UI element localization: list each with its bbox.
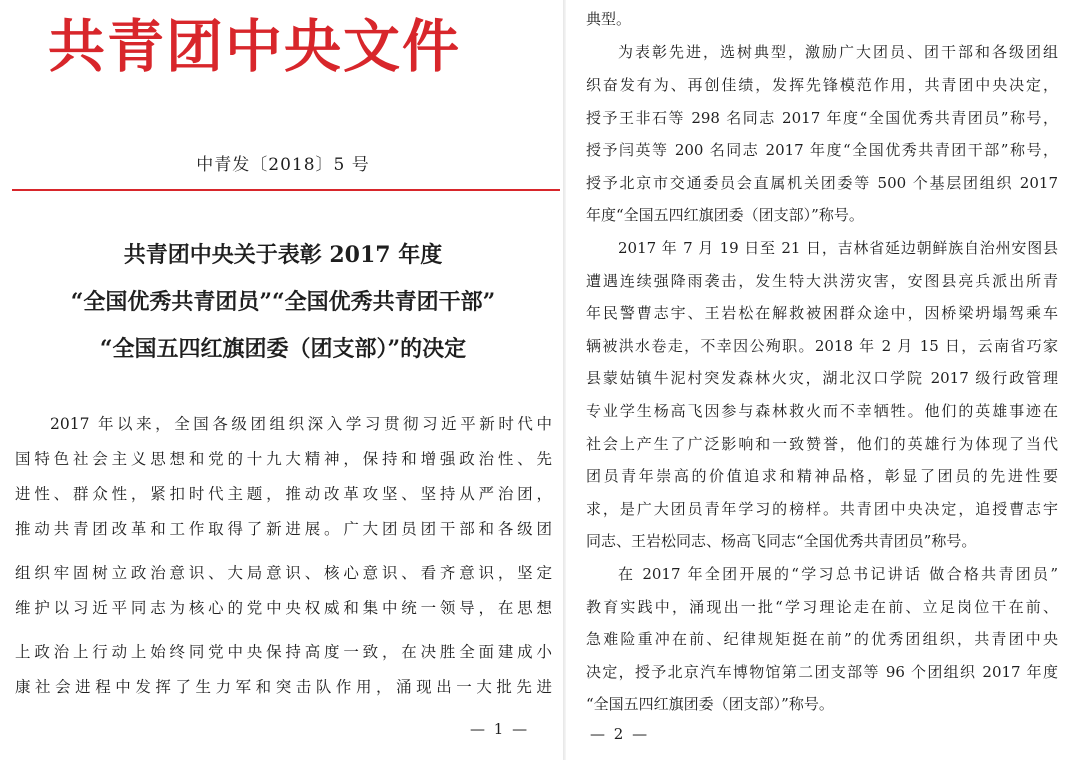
body-text-line: 维护以习近平同志为核心的党中央权威和集中统一领导，在思想 [15, 599, 552, 617]
page-number: — 1 — [470, 720, 530, 738]
body-text-line: 专业学生杨高飞因参与森林救火而不幸牺牲。他们的英雄事迹在 [586, 402, 1058, 420]
document-title-line: “全国优秀共青团员”“全国优秀共青团干部” [70, 289, 496, 315]
red-divider-line [12, 189, 560, 191]
body-text-line: 授予王非石等 298 名同志 2017 年度“全国优秀共青团员”称号， [586, 109, 1058, 127]
masthead-title: 共青团中央文件 [48, 13, 461, 80]
body-text-line: 年民警曹志宇、王岩松在解救被困群众途中，因桥梁坍塌驾乘车 [586, 304, 1058, 322]
body-text-line: 为表彰先进，选树典型，激励广大团员、团干部和各级团组 [618, 43, 1058, 61]
body-text-line: 决定，授予北京汽车博物馆第二团支部等 96 个团组织 2017 年度 [586, 663, 1058, 681]
body-text-line: 社会上产生了广泛影响和一致赞誉，他们的英雄行为体现了当代 [586, 435, 1058, 453]
body-text-line: 国特色社会主义思想和党的十九大精神，保持和增强政治性、先 [15, 450, 552, 468]
body-text-line: 教育实践中，涌现出一批“学习理论走在前、立足岗位干在前、 [586, 598, 1058, 616]
document-number: 中青发〔2018〕5 号 [196, 155, 370, 175]
body-text-line: 遭遇连续强降雨袭击，发生特大洪涝灾害，安图县亮兵派出所青 [586, 272, 1058, 290]
body-text-line: 同志、王岩松同志、杨高飞同志“全国优秀共青团员”称号。 [586, 532, 977, 550]
document-title-line: 共青团中央关于表彰 2017 年度 [123, 242, 443, 268]
body-text-line: 求，是广大团员青年学习的榜样。共青团中央决定，追授曹志宇 [586, 500, 1058, 518]
body-text-line: 康社会进程中发挥了生力军和突击队作用，涌现出一大批先进 [15, 678, 552, 696]
body-text-line: “全国五四红旗团委（团支部）”称号。 [586, 695, 834, 713]
body-text-line: 辆被洪水卷走，不幸因公殉职。2018 年 2 月 15 日，云南省巧家 [586, 337, 1058, 355]
document-title-line: “全国五四红旗团委（团支部）”的决定 [99, 336, 467, 362]
body-text-line: 授予闫英等 200 名同志 2017 年度“全国优秀共青团干部”称号， [586, 141, 1058, 159]
body-text-line: 组织牢固树立政治意识、大局意识、核心意识、看齐意识，坚定 [15, 564, 552, 582]
body-text-line: 2017 年 7 月 19 日至 21 日，吉林省延边朝鲜族自治州安图县 [618, 239, 1058, 257]
body-text-line: 年度“全国五四红旗团委（团支部）”称号。 [586, 206, 864, 224]
body-text-line: 授予北京市交通委员会直属机关团委等 500 个基层团组织 2017 [586, 174, 1058, 192]
body-text-line: 进性、群众性，紧扣时代主题，推动改革攻坚、坚持从严治团， [15, 485, 552, 503]
body-text-line: 急难险重冲在前、纪律规矩挺在前”的优秀团组织，共青团中央 [586, 630, 1058, 648]
document-page-2 [566, 0, 1080, 760]
body-text-line: 团员青年崇高的价值追求和精神品格，彰显了团员的先进性要 [586, 467, 1058, 485]
body-text-line: 推动共青团改革和工作取得了新进展。广大团员团干部和各级团 [15, 520, 552, 538]
body-text-line: 典型。 [586, 10, 632, 28]
page-number: — 2 — [590, 725, 650, 743]
body-text-line: 2017 年以来，全国各级团组织深入学习贯彻习近平新时代中 [50, 415, 552, 433]
body-text-line: 织奋发有为、再创佳绩，发挥先锋模范作用，共青团中央决定， [586, 76, 1058, 94]
body-text-line: 上政治上行动上始终同党中央保持高度一致，在决胜全面建成小 [15, 643, 552, 661]
body-text-line: 县蒙姑镇牛泥村突发森林火灾，湖北汉口学院 2017 级行政管理 [586, 369, 1058, 387]
body-text-line: 在 2017 年全团开展的“学习总书记讲话 做合格共青团员” [618, 565, 1058, 583]
